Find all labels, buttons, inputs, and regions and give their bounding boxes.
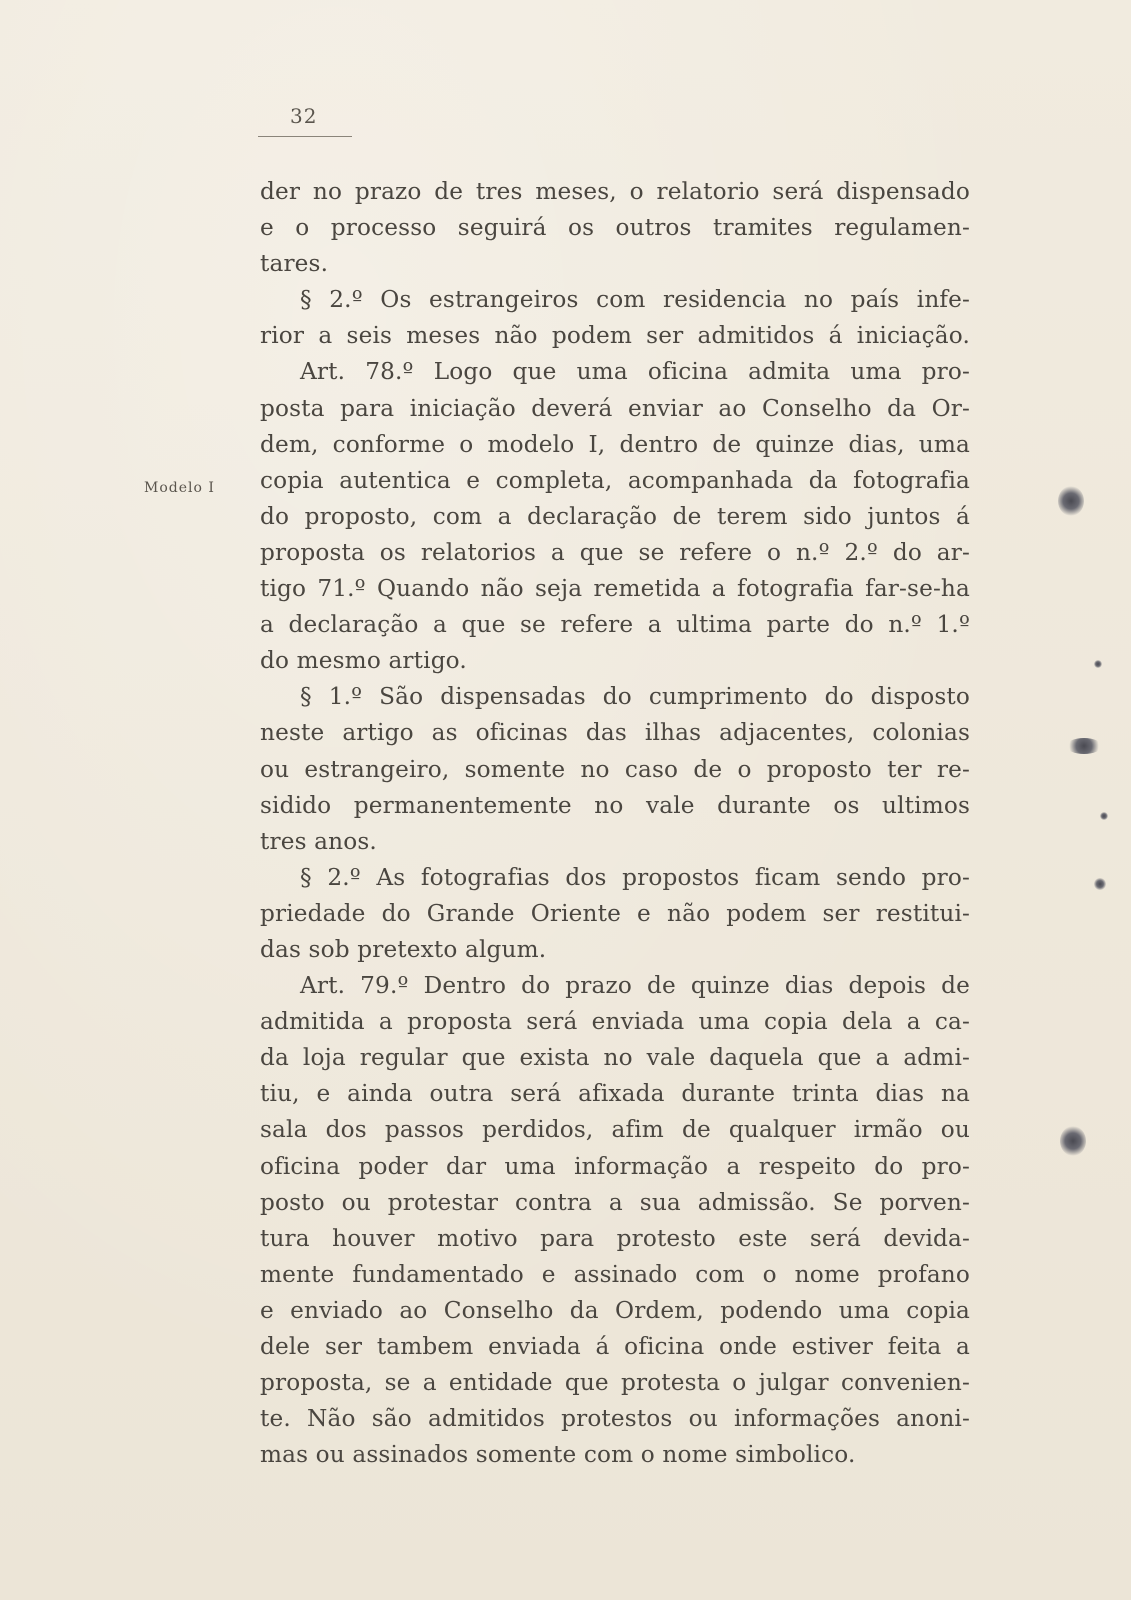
text-line: dem, conforme o modelo I, dentro de quinze dias, uma xyxy=(260,430,970,458)
header-rule xyxy=(258,136,352,137)
text-line: da loja regular que exista no vale daquela que a admi- xyxy=(260,1044,970,1072)
paper-stain xyxy=(1094,660,1102,668)
page-number: 32 xyxy=(290,104,318,128)
text-line: sala dos passos perdidos, afim de qualquer irmão ou xyxy=(260,1116,970,1144)
text-line: tura houver motivo para protesto este será devida- xyxy=(260,1224,970,1252)
text-line: § 2.º Os estrangeiros com residencia no país infe- xyxy=(300,286,970,314)
text-line: proposta os relatorios a que se refere o n.º 2.º do ar- xyxy=(260,538,970,566)
paper-stain xyxy=(1094,878,1106,890)
text-line: te. Não são admitidos protestos ou informações anoni- xyxy=(260,1405,970,1433)
text-line: tigo 71.º Quando não seja remetida a fotografia far-se-ha xyxy=(260,575,970,603)
text-line: Art. 78.º Logo que uma oficina admita uma pro- xyxy=(300,358,970,386)
text-line: posto ou protestar contra a sua admissão. Se porven- xyxy=(260,1188,970,1216)
text-line: proposta, se a entidade que protesta o julgar convenien- xyxy=(260,1369,970,1397)
text-line: e o processo seguirá os outros tramites regulamen- xyxy=(260,214,970,242)
text-line: der no prazo de tres meses, o relatorio será dispensado xyxy=(260,178,970,205)
paper-stain xyxy=(1058,486,1084,516)
text-line: mente fundamentado e assinado com o nome profano xyxy=(260,1260,970,1288)
text-line: tares. xyxy=(260,250,329,278)
text-line: ou estrangeiro, somente no caso de o proposto ter re- xyxy=(260,755,970,783)
text-line: Art. 79.º Dentro do prazo de quinze dias depois de xyxy=(300,972,970,1000)
text-line: § 1.º São dispensadas do cumprimento do disposto xyxy=(300,683,970,711)
text-line: copia autentica e completa, acompanhada da fotografia xyxy=(260,466,970,494)
text-line: neste artigo as oficinas das ilhas adjacentes, colonias xyxy=(260,719,970,747)
text-line: priedade do Grande Oriente e não podem ser restitui- xyxy=(260,899,970,927)
text-line: admitida a proposta será enviada uma copia dela a ca- xyxy=(260,1008,970,1036)
text-line: do mesmo artigo. xyxy=(260,647,467,675)
text-line: e enviado ao Conselho da Ordem, podendo uma copia xyxy=(260,1296,970,1324)
paper-stain xyxy=(1100,812,1108,820)
text-line: oficina poder dar uma informação a respeito do pro- xyxy=(260,1152,970,1180)
paper-stain xyxy=(1066,738,1102,754)
margin-note-modelo: Modelo I xyxy=(144,480,215,496)
text-line: rior a seis meses não podem ser admitidos á iniciação. xyxy=(260,322,970,350)
text-line: das sob pretexto algum. xyxy=(260,935,547,963)
paper-stain xyxy=(1060,1126,1086,1156)
body-text xyxy=(260,174,970,1473)
text-line: dele ser tambem enviada á oficina onde estiver feita a xyxy=(260,1333,970,1360)
text-line: § 2.º As fotografias dos propostos ficam sendo pro- xyxy=(300,863,970,891)
text-line: a declaração a que se refere a ultima parte do n.º 1.º xyxy=(260,611,970,639)
text-line: do proposto, com a declaração de terem sido juntos á xyxy=(260,502,970,530)
text-line: tres anos. xyxy=(260,827,377,855)
text-line: tiu, e ainda outra será afixada durante trinta dias na xyxy=(260,1080,970,1108)
text-line: mas ou assinados somente com o nome simbolico. xyxy=(260,1441,856,1469)
text-line: posta para iniciação deverá enviar ao Conselho da Or- xyxy=(260,394,970,422)
text-line: sidido permanentemente no vale durante os ultimos xyxy=(260,791,970,819)
